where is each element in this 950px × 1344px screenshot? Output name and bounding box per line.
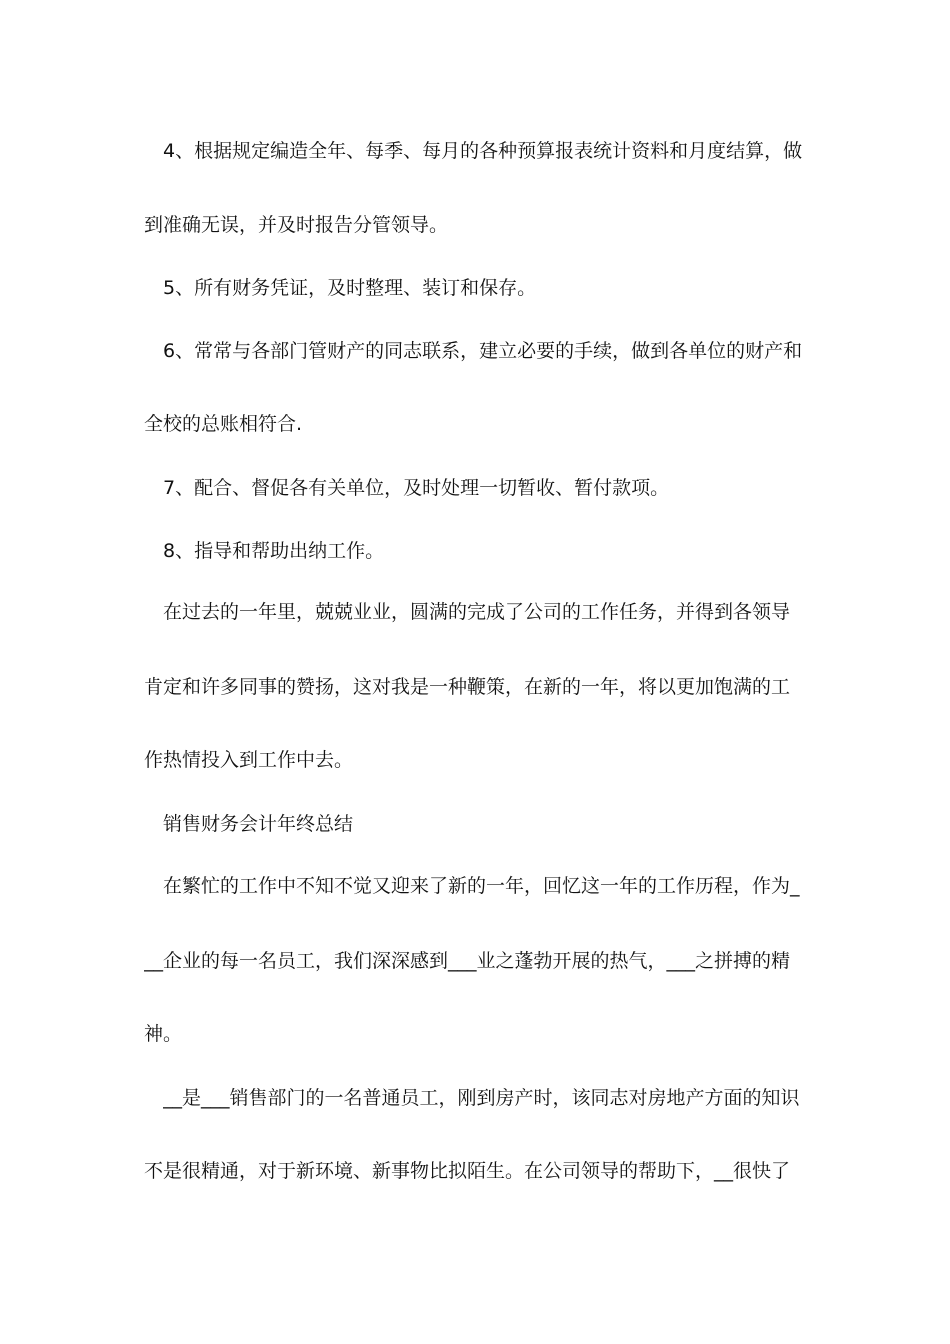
paragraph-line: 8、指导和帮助出纳工作。 [163,540,385,562]
section-heading: 销售财务会计年终总结 [163,813,354,835]
paragraph-line: 不是很精通，对于新环境、新事物比拟陌生。在公司领导的帮助下，__很快了 [144,1160,791,1182]
paragraph-line: 在繁忙的工作中不知不觉又迎来了新的一年，回忆这一年的工作历程，作为_ [163,875,800,897]
paragraph-line: __企业的每一名员工，我们深深感到___业之蓬勃开展的热气，___之拼搏的精 [144,950,791,972]
paragraph-line: 在过去的一年里，兢兢业业，圆满的完成了公司的工作任务，并得到各领导 [163,601,791,623]
paragraph-line: 全校的总账相符合. [144,413,303,435]
paragraph-line: 神。 [144,1023,183,1045]
paragraph-line: 肯定和许多同事的赞扬，这对我是一种鞭策，在新的一年，将以更加饱满的工 [144,676,791,698]
paragraph-line: 4、根据规定编造全年、每季、每月的各种预算报表统计资料和月度结算，做 [163,140,803,162]
paragraph-line: 作热情投入到工作中去。 [144,749,354,771]
paragraph-line: 6、常常与各部门管财产的同志联系，建立必要的手续，做到各单位的财产和 [163,340,803,362]
paragraph-line: 5、所有财务凭证，及时整理、装订和保存。 [163,277,537,299]
paragraph-line: 到准确无误，并及时报告分管领导。 [144,214,449,236]
paragraph-line: __是___销售部门的一名普通员工，刚到房产时，该同志对房地产方面的知识 [163,1087,800,1109]
paragraph-line: 7、配合、督促各有关单位，及时处理一切暂收、暂付款项。 [163,477,670,499]
